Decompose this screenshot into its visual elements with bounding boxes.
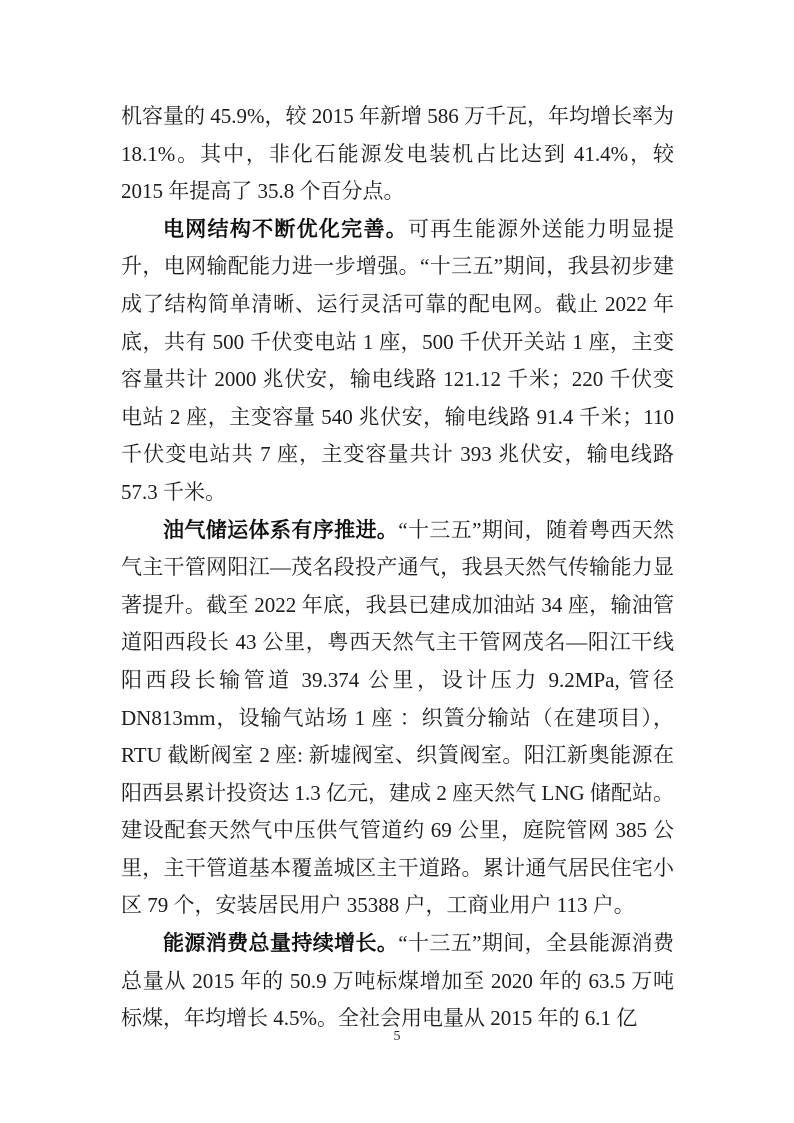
body-paragraph <box>121 211 674 512</box>
paragraph-text: “十三五”期间，全县能源消费总量从 2015 年的 50.9 万吨标煤增加至 2020 年的 63.5 万吨标煤，年均增长 4.5%。全社会用电量从 2015 年的 6.1 亿 <box>121 931 675 1031</box>
body-paragraph <box>121 925 674 1038</box>
body-paragraph <box>121 98 674 211</box>
paragraph-text: 机容量的 45.9%，较 2015 年新增 586 万千瓦，年均增长率为 18.1%。其中，非化石能源发电装机占比达到 41.4%，较 2015 年提高了 35.8 个百分点。 <box>121 104 674 204</box>
paragraph-lead: 能源消费总量持续增长。 <box>163 932 399 956</box>
body-paragraph <box>121 512 674 926</box>
paragraph-text: 可再生能源外送能力明显提升，电网输配能力进一步增强。“十三五”期间，我县初步建成了结构简单清晰、运行灵活可靠的配电网。截止 2022 年底，共有 500 千伏变电站 1 座，500 千伏开关站 1 座，主变容量共计 2000 兆伏安，输电线路 121.12 千米；220 千伏变电站 2 座，主变容量 540 兆伏安，输电线路 91.4 千米；110 千伏变电站共 7 座，主变容量共计 393 兆伏安，输电线路 57.3 千米。 <box>121 216 674 504</box>
paragraph-lead: 油气储运体系有序推进。 <box>163 518 399 542</box>
page-number: 5 <box>393 1029 401 1044</box>
document-body <box>121 98 674 1038</box>
paragraph-lead: 电网结构不断优化完善。 <box>163 217 408 241</box>
paragraph-text: “十三五”期间，随着粤西天然气主干管网阳江—茂名段投产通气，我县天然气传输能力显著提升。截至 2022 年底，我县已建成加油站 34 座，输油管道阳西段长 43 公里，粤西天然气主干管网茂名—阳江干线阳西段长输管道 39.374 公里，设计压力 9.2MPa, 管径 DN813mm，设输气站场 1 座 ：织篢分输站（在建项目），RTU 截断阀室 2 座: 新墟阀室、织篢阀室。阳江新奥能源在阳西县累计投资达 1.3 亿元，建成 2 座天然气 LNG 储配站。建设配套天然气中压供气管道约 69 公里，庭院管网 385 公里，主干管道基本覆盖城区主干道路。累计通气居民住宅小区 79 个，安装居民用户 35388 户，工商业用户 113 户。 <box>121 517 675 918</box>
